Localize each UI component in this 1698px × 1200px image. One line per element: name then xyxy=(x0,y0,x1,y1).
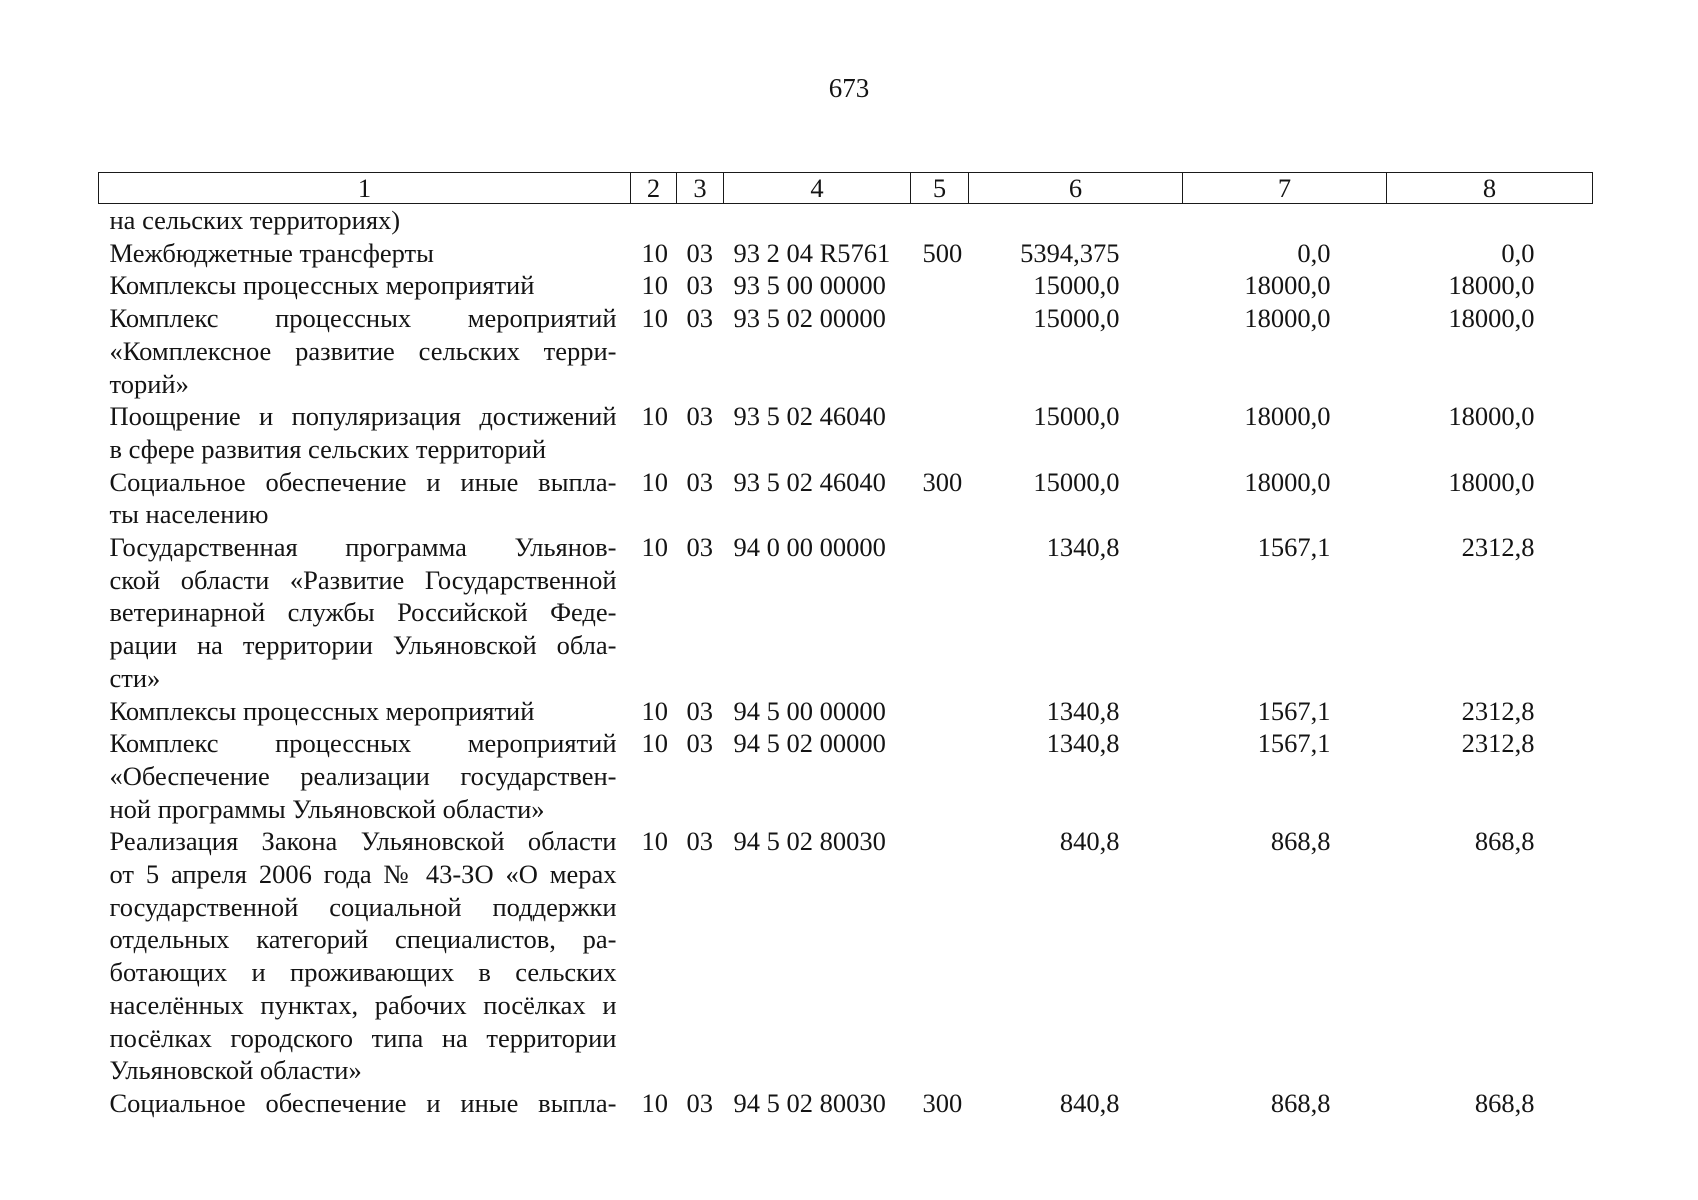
row-name-line: посёлках городского типа на территории xyxy=(109,1022,617,1053)
amount-col-6: 15000,0 xyxy=(1033,270,1120,301)
expense-type-code xyxy=(911,727,969,825)
section-code: 10 xyxy=(641,270,668,301)
amount-col-7: 18000,0 xyxy=(1244,270,1331,301)
target-article-code: 93 5 02 00000 xyxy=(733,303,886,334)
table-row xyxy=(99,204,1593,237)
row-name xyxy=(99,695,631,728)
target-article-code: 93 5 00 00000 xyxy=(733,270,886,301)
amount-col-6: 1340,8 xyxy=(1046,532,1120,563)
row-name xyxy=(99,237,631,270)
section-code: 10 xyxy=(641,237,668,268)
row-name-line: Реализация Закона Ульяновской области xyxy=(109,826,617,857)
subsection-code: 03 xyxy=(686,303,713,334)
target-article-code: 93 5 02 46040 xyxy=(733,401,886,432)
row-name-line: Ульяновской области» xyxy=(109,1055,362,1086)
expense-type-code: 500 xyxy=(922,237,963,268)
row-name-line: «Комплексное развитие сельских терри- xyxy=(109,335,617,366)
row-name xyxy=(99,1087,631,1120)
row-name-line: Межбюджетные трансферты xyxy=(109,237,434,268)
amount-col-7: 18000,0 xyxy=(1244,303,1331,334)
row-name-line: ной программы Ульяновской области» xyxy=(109,793,545,824)
header-col-4: 4 xyxy=(724,173,911,204)
amount-col-8: 2312,8 xyxy=(1461,728,1535,759)
expense-type-code xyxy=(911,825,969,1087)
section-code: 10 xyxy=(641,466,668,497)
section-code: 10 xyxy=(641,303,668,334)
amount-col-6 xyxy=(969,204,1183,237)
table-row xyxy=(99,531,1593,695)
table-row xyxy=(99,302,1593,400)
amount-col-6: 840,8 xyxy=(1059,1087,1120,1118)
amount-col-6: 5394,375 xyxy=(1020,237,1120,268)
section-code: 10 xyxy=(641,728,668,759)
table-row xyxy=(99,825,1593,1087)
amount-col-7: 18000,0 xyxy=(1244,466,1331,497)
row-name-line: ботающих и проживающих в сельских xyxy=(109,957,617,988)
target-article-code: 94 5 02 80030 xyxy=(733,826,886,857)
subsection-code: 03 xyxy=(686,1087,713,1118)
row-name-line: Социальное обеспечение и иные выпла- xyxy=(109,1087,617,1118)
table-body xyxy=(99,204,1593,1120)
header-row xyxy=(99,173,1593,204)
amount-col-7: 1567,1 xyxy=(1257,728,1331,759)
expense-type-code xyxy=(911,400,969,465)
header-col-2: 2 xyxy=(631,173,677,204)
amount-col-6: 15000,0 xyxy=(1033,401,1120,432)
target-article-code: 93 5 02 46040 xyxy=(733,466,886,497)
row-name-line: сти» xyxy=(109,662,161,693)
budget-table xyxy=(98,172,1593,1120)
amount-col-8 xyxy=(1387,204,1593,237)
row-name-line: Государственная программа Ульянов- xyxy=(109,532,617,563)
row-name-line: Поощрение и популяризация достижений xyxy=(109,401,617,432)
amount-col-7: 18000,0 xyxy=(1244,401,1331,432)
section-code xyxy=(631,204,677,237)
row-name-line: рации на территории Ульяновской обла- xyxy=(109,630,617,661)
amount-col-7: 0,0 xyxy=(1297,237,1331,268)
subsection-code: 03 xyxy=(686,532,713,563)
amount-col-6: 15000,0 xyxy=(1033,303,1120,334)
row-name-line: Комплексы процессных мероприятий xyxy=(109,695,535,726)
subsection-code: 03 xyxy=(686,401,713,432)
section-code: 10 xyxy=(641,401,668,432)
amount-col-7 xyxy=(1183,204,1387,237)
row-name xyxy=(99,302,631,400)
row-name-line: государственной социальной поддержки xyxy=(109,891,617,922)
amount-col-8: 18000,0 xyxy=(1448,303,1535,334)
amount-col-8: 868,8 xyxy=(1474,826,1535,857)
expense-type-code xyxy=(911,269,969,302)
row-name-line: Комплексы процессных мероприятий xyxy=(109,270,535,301)
amount-col-6: 1340,8 xyxy=(1046,695,1120,726)
row-name-line: Комплекс процессных мероприятий xyxy=(109,728,617,759)
expense-type-code xyxy=(911,302,969,400)
section-code: 10 xyxy=(641,532,668,563)
amount-col-7: 1567,1 xyxy=(1257,532,1331,563)
amount-col-8: 18000,0 xyxy=(1448,401,1535,432)
table-row xyxy=(99,695,1593,728)
subsection-code: 03 xyxy=(686,466,713,497)
amount-col-8: 18000,0 xyxy=(1448,270,1535,301)
subsection-code xyxy=(677,204,724,237)
row-name xyxy=(99,825,631,1087)
amount-col-8: 868,8 xyxy=(1474,1087,1535,1118)
target-article-code: 93 2 04 R5761 xyxy=(733,237,891,268)
row-name xyxy=(99,727,631,825)
section-code: 10 xyxy=(641,695,668,726)
row-name xyxy=(99,400,631,465)
row-name-line: на сельских территориях) xyxy=(109,205,401,235)
header-col-8: 8 xyxy=(1387,173,1593,204)
amount-col-8: 0,0 xyxy=(1501,237,1535,268)
expense-type-code: 300 xyxy=(922,466,963,497)
table-row xyxy=(99,1087,1593,1120)
table-header xyxy=(99,173,1593,204)
expense-type-code: 300 xyxy=(922,1087,963,1118)
table-row xyxy=(99,400,1593,465)
subsection-code: 03 xyxy=(686,237,713,268)
row-name-line: Комплекс процессных мероприятий xyxy=(109,303,617,334)
row-name-line: «Обеспечение реализации государствен- xyxy=(109,760,617,791)
row-name-line: ской области «Развитие Государственной xyxy=(109,564,617,595)
row-name xyxy=(99,531,631,695)
row-name-line: торий» xyxy=(109,368,189,399)
row-name-line: ветеринарной службы Российской Феде- xyxy=(109,597,617,628)
row-name-line: отдельных категорий специалистов, ра- xyxy=(109,924,617,955)
target-article-code: 94 5 02 00000 xyxy=(733,728,886,759)
amount-col-8: 2312,8 xyxy=(1461,532,1535,563)
row-name-line: от 5 апреля 2006 года № 43-ЗО «О мерах xyxy=(109,859,617,890)
header-col-1: 1 xyxy=(99,173,631,204)
page-number: 673 xyxy=(828,73,870,103)
expense-type-code xyxy=(911,531,969,695)
subsection-code: 03 xyxy=(686,728,713,759)
row-name xyxy=(99,269,631,302)
target-article-code: 94 5 00 00000 xyxy=(733,695,886,726)
section-code: 10 xyxy=(641,1087,668,1118)
amount-col-7: 1567,1 xyxy=(1257,695,1331,726)
expense-type-code xyxy=(911,695,969,728)
target-article-code xyxy=(724,204,911,237)
table-row xyxy=(99,269,1593,302)
amount-col-6: 840,8 xyxy=(1059,826,1120,857)
header-col-7: 7 xyxy=(1183,173,1387,204)
row-name-line: ты населению xyxy=(109,499,269,530)
amount-col-7: 868,8 xyxy=(1270,826,1331,857)
header-col-6: 6 xyxy=(969,173,1183,204)
row-name-line: населённых пунктах, рабочих посёлках и xyxy=(109,989,617,1020)
amount-col-6: 1340,8 xyxy=(1046,728,1120,759)
amount-col-6: 15000,0 xyxy=(1033,466,1120,497)
subsection-code: 03 xyxy=(686,695,713,726)
section-code: 10 xyxy=(641,826,668,857)
table-row xyxy=(99,466,1593,531)
table-row xyxy=(99,237,1593,270)
expense-type-code xyxy=(911,204,969,237)
amount-col-7: 868,8 xyxy=(1270,1087,1331,1118)
row-name-line: в сфере развития сельских территорий xyxy=(109,433,547,464)
row-name xyxy=(99,466,631,531)
row-name-line: Социальное обеспечение и иные выпла- xyxy=(109,466,617,497)
target-article-code: 94 5 02 80030 xyxy=(733,1087,886,1118)
header-col-5: 5 xyxy=(911,173,969,204)
subsection-code: 03 xyxy=(686,826,713,857)
target-article-code: 94 0 00 00000 xyxy=(733,532,886,563)
subsection-code: 03 xyxy=(686,270,713,301)
row-name xyxy=(99,204,631,237)
amount-col-8: 18000,0 xyxy=(1448,466,1535,497)
header-col-3: 3 xyxy=(677,173,724,204)
amount-col-8: 2312,8 xyxy=(1461,695,1535,726)
table-row xyxy=(99,727,1593,825)
